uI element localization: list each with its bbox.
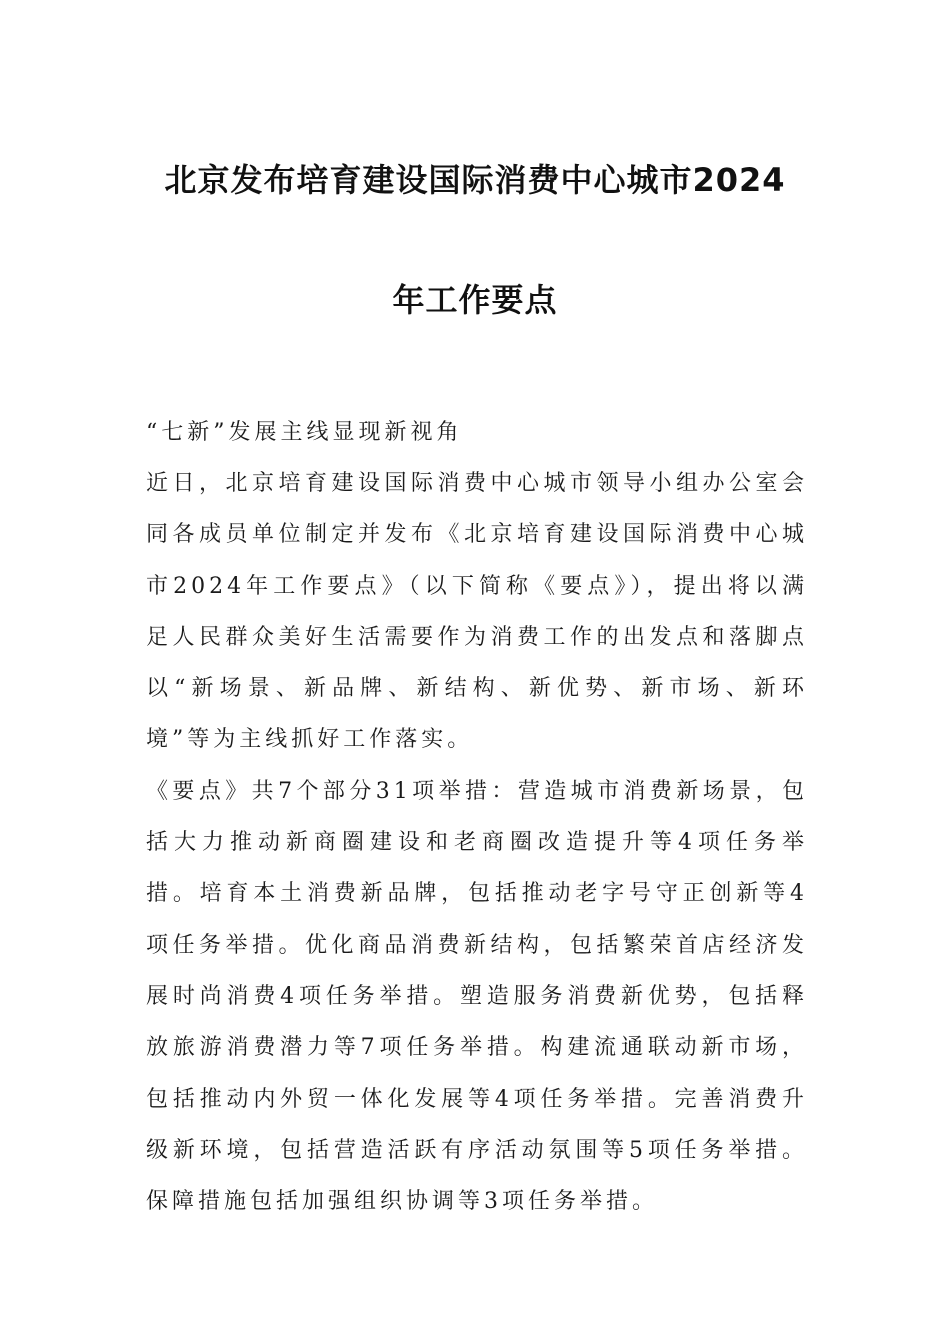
section-subheading: “七新”发展主线显现新视角 [146,420,463,445]
paragraph-intro: 近日，北京培育建设国际消费中心城市领导小组办公室会同各成员单位制定并发布《北京培育建设国际消费中心城市2024年工作要点》（以下简称《要点》），提出将以满足人民群众美好生活需要作为消费工作的出发点和落脚点以“新场景、新品牌、新结构、新优势、新市场、新环境”等为主线抓好工作落实。 [146,471,808,753]
document-body [146,458,808,1227]
paragraph-measures: 《要点》共7个部分31项举措：营造城市消费新场景，包括大力推动新商圈建设和老商圈改造提升等4项任务举措。培育本土消费新品牌，包括推动老字号守正创新等4项任务举措。优化商品消费新结构，包括繁荣首店经济发展时尚消费4项任务举措。塑造服务消费新优势，包括释放旅游消费潜力等7项任务举措。构建流通联动新市场，包括推动内外贸一体化发展等4项任务举措。完善消费升级新环境，包括营造活跃有序活动氛围等5项任务举措。保障措施包括加强组织协调等3项任务举措。 [146,778,808,1215]
document-title-line-2: 年工作要点 [392,281,558,319]
document-title-line-1: 北京发布培育建设国际消费中心城市2024 [164,161,786,199]
